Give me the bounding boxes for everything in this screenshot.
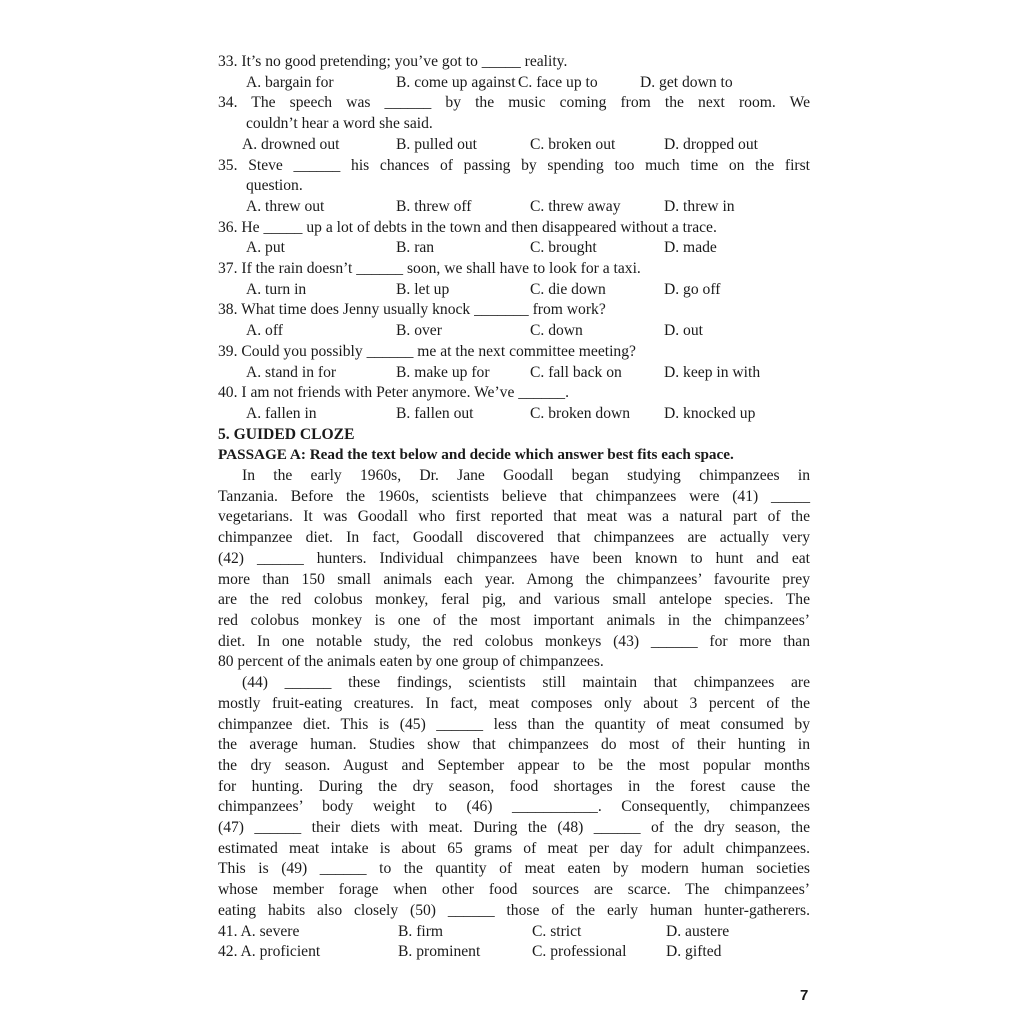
text-line: This is (49) ______ to the quantity of meat eaten by modern human societies xyxy=(218,860,810,878)
option-c: C. die down xyxy=(530,280,606,298)
option-d: D. go off xyxy=(664,280,721,298)
question-36 xyxy=(218,218,810,259)
answer-options xyxy=(218,135,810,156)
page-number: 7 xyxy=(800,987,809,1004)
passage-paragraph-2 xyxy=(218,673,810,921)
text-line: (47) ______ their diets with meat. During the (48) ______ of the dry season, the xyxy=(218,819,810,837)
question-37 xyxy=(218,259,810,300)
option-d: D. knocked up xyxy=(664,404,756,422)
option-d: D. gifted xyxy=(666,943,722,961)
option-b: B. firm xyxy=(398,922,444,940)
option-b: B. prominent xyxy=(398,943,481,961)
text-line: red colobus monkey is one of the most important animals in the chimpanzees’ xyxy=(218,611,810,629)
answer-options xyxy=(218,280,810,301)
text-line: more than 150 small animals each year. Among the chimpanzees’ favourite prey xyxy=(218,570,810,588)
option-a: A. threw out xyxy=(246,197,325,215)
option-b: B. fallen out xyxy=(396,404,474,422)
question-stem: 34. The speech was ______ by the music coming from the next room. We xyxy=(218,94,810,112)
answer-row-41 xyxy=(218,922,810,943)
question-stem: 33. It’s no good pretending; you’ve got to _____ reality. xyxy=(218,53,568,70)
worksheet-page xyxy=(218,52,810,963)
question-stem: 40. I am not friends with Peter anymore. We’ve ______. xyxy=(218,384,569,402)
passage-heading: PASSAGE A: Read the text below and decide which answer best fits each space. xyxy=(218,446,734,464)
option-b: B. let up xyxy=(396,280,450,298)
option-d: D. keep in with xyxy=(664,363,761,381)
text-line: the average human. Studies show that chimpanzees do most of their hunting in xyxy=(218,736,810,754)
question-stem: 37. If the rain doesn’t ______ soon, we shall have to look for a taxi. xyxy=(218,260,641,278)
answer-options xyxy=(218,73,810,94)
option-c: C. down xyxy=(530,322,583,340)
option-d: D. out xyxy=(664,322,703,340)
answer-options xyxy=(218,404,810,425)
option-a: 41. A. severe xyxy=(218,922,300,940)
option-a: A. bargain for xyxy=(246,73,334,91)
question-stem: 35. Steve ______ his chances of passing by spending too much time on the first xyxy=(218,156,810,174)
text-line: In the early 1960s, Dr. Jane Goodall began studying chimpanzees in xyxy=(242,467,810,485)
option-b: B. come up against xyxy=(396,73,516,91)
option-b: B. ran xyxy=(396,239,435,257)
text-line: chimpanzee diet. In fact, Goodall discovered that chimpanzees are actually very xyxy=(218,529,810,547)
text-line: are the red colobus monkey, feral pig, and various small antelope species. The xyxy=(218,591,810,609)
option-a: A. off xyxy=(246,322,283,340)
text-line: (44) ______ these findings, scientists still maintain that chimpanzees are xyxy=(242,674,810,692)
question-40 xyxy=(218,383,810,424)
option-d: D. austere xyxy=(666,922,730,940)
question-38 xyxy=(218,300,810,341)
text-line: Tanzania. Before the 1960s, scientists believe that chimpanzees were (41) _____ xyxy=(218,487,810,505)
option-c: C. strict xyxy=(532,922,582,940)
option-d: D. threw in xyxy=(664,197,735,215)
option-b: B. threw off xyxy=(396,197,472,215)
option-a: A. drowned out xyxy=(242,135,340,153)
question-33 xyxy=(218,52,810,93)
option-c: C. broken down xyxy=(530,404,631,422)
section-heading: 5. GUIDED CLOZE xyxy=(218,425,355,443)
option-c: C. face up to xyxy=(518,73,598,91)
text-line: diet. In one notable study, the red colobus monkeys (43) ______ for more than xyxy=(218,632,810,650)
option-c: C. brought xyxy=(530,239,597,257)
text-line: chimpanzee diet. This is (45) ______ less than the quantity of meat consumed by xyxy=(218,715,810,733)
option-d: D. dropped out xyxy=(664,135,758,153)
text-line: 80 percent of the animals eaten by one group of chimpanzees. xyxy=(218,653,604,671)
option-c: C. fall back on xyxy=(530,363,622,381)
text-line: the dry season. August and September appear to be the most popular months xyxy=(218,756,810,774)
question-stem-continued: couldn’t hear a word she said. xyxy=(246,115,433,133)
text-line: whose member forage when other food sources are scarce. The chimpanzees’ xyxy=(218,881,810,899)
question-stem: 36. He _____ up a lot of debts in the town and then disappeared without a trace. xyxy=(218,218,717,236)
option-a: 42. A. proficient xyxy=(218,943,321,961)
question-35 xyxy=(218,156,810,218)
question-34 xyxy=(218,93,810,155)
option-c: C. broken out xyxy=(530,135,616,153)
passage-paragraph-1 xyxy=(218,466,810,673)
option-a: A. put xyxy=(246,239,285,257)
option-a: A. fallen in xyxy=(246,404,317,422)
text-line: eating habits also closely (50) ______ those of the early human hunter-gatherers. xyxy=(218,901,810,919)
question-39 xyxy=(218,342,810,383)
answer-options xyxy=(218,197,810,218)
answer-options xyxy=(218,321,810,342)
option-a: A. turn in xyxy=(246,280,307,298)
question-stem: 39. Could you possibly ______ me at the next committee meeting? xyxy=(218,342,636,360)
option-c: C. professional xyxy=(532,943,627,961)
text-line: for hunting. During the dry season, food shortages in the forest cause the xyxy=(218,777,810,795)
text-line: mostly fruit-eating creatures. In fact, meat composes only about 3 percent of the xyxy=(218,694,810,712)
option-b: B. pulled out xyxy=(396,135,477,153)
text-line: chimpanzees’ body weight to (46) ___________. Consequently, chimpanzees xyxy=(218,798,810,816)
answer-options xyxy=(218,238,810,259)
answer-row-42 xyxy=(218,942,810,963)
option-d: D. made xyxy=(664,239,717,257)
option-d: D. get down to xyxy=(640,73,733,91)
option-b: B. make up for xyxy=(396,363,490,381)
option-a: A. stand in for xyxy=(246,363,337,381)
answer-options xyxy=(218,363,810,384)
option-c: C. threw away xyxy=(530,197,621,215)
question-stem-continued: question. xyxy=(246,177,303,195)
text-line: estimated meat intake is about 65 grams of meat per day for adult chimpanzees. xyxy=(218,839,810,857)
text-line: vegetarians. It was Goodall who first reported that meat was a natural part of the xyxy=(218,508,810,526)
option-b: B. over xyxy=(396,322,442,340)
text-line: (42) ______ hunters. Individual chimpanzees have been known to hunt and eat xyxy=(218,549,810,567)
question-stem: 38. What time does Jenny usually knock _______ from work? xyxy=(218,301,606,319)
